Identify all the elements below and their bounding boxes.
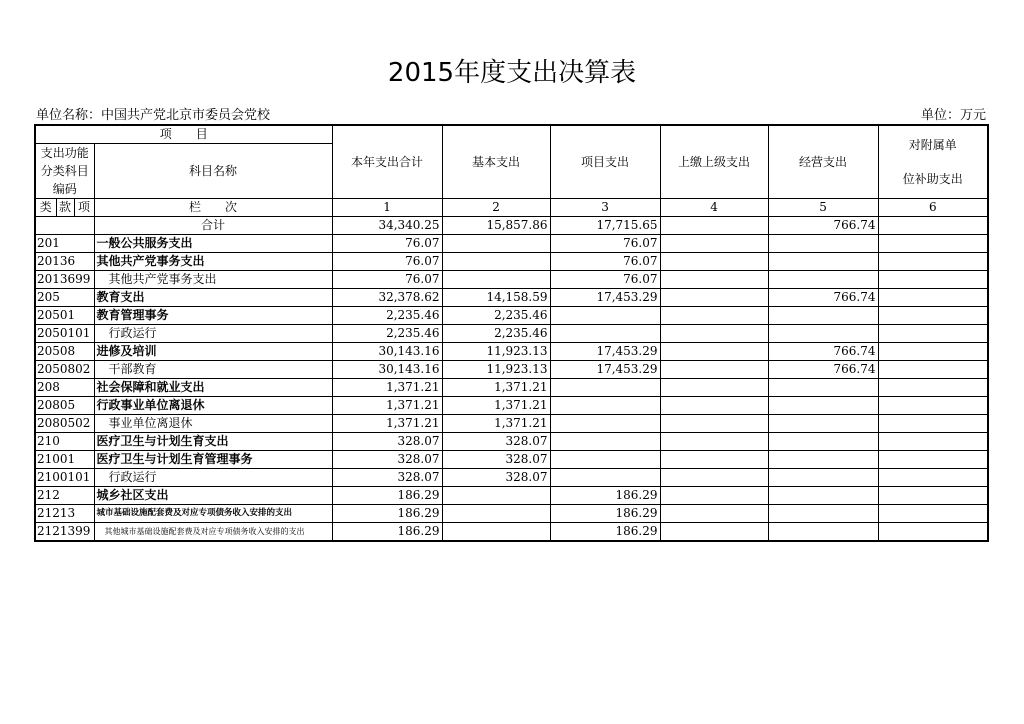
total-business: 766.74 [768,217,878,235]
row-basic [442,253,550,271]
row-subject-name: 一般公共服务支出 [94,235,332,253]
row-total: 30,143.16 [332,361,442,379]
row-subject-name: 其他共产党事务支出 [94,271,332,289]
row-basic: 14,158.59 [442,289,550,307]
expenditure-table [34,124,989,542]
row-total: 76.07 [332,235,442,253]
row-basic [442,523,550,542]
row-subsidy [878,271,988,289]
row-basic: 1,371.21 [442,415,550,433]
header-kuan: 款 [56,199,74,217]
row-business [768,397,878,415]
header-num4: 4 [660,199,768,217]
table-row [35,325,988,343]
row-business [768,271,878,289]
row-subsidy [878,307,988,325]
row-upper [660,397,768,415]
row-basic: 1,371.21 [442,379,550,397]
row-subject-name: 城市基础设施配套费及对应专项债务收入安排的支出 [94,505,332,523]
header-col-project: 项目支出 [550,125,660,199]
row-code: 20805 [35,397,94,415]
row-subsidy [878,325,988,343]
row-total: 328.07 [332,469,442,487]
row-subject-name: 其他城市基础设施配套费及对应专项债务收入安排的支出 [94,523,332,542]
table-row [35,289,988,307]
row-subject-name: 医疗卫生与计划生育支出 [94,433,332,451]
row-business: 766.74 [768,289,878,307]
header-col-subsidy-line1: 对附属单 [908,138,957,152]
row-upper [660,325,768,343]
header-num6: 6 [878,199,988,217]
row-total: 76.07 [332,271,442,289]
row-total: 328.07 [332,451,442,469]
row-upper [660,433,768,451]
row-basic: 2,235.46 [442,307,550,325]
row-total: 76.07 [332,253,442,271]
header-lanci-cell: 栏 次 [94,199,332,217]
header-func-class-text: 支出功能分类科目编码 [40,146,89,196]
row-subject-name: 教育支出 [94,289,332,307]
row-business: 766.74 [768,361,878,379]
row-total: 186.29 [332,505,442,523]
row-total: 32,378.62 [332,289,442,307]
row-code: 21213 [35,505,94,523]
report-title: 2015年度支出决算表 [387,58,637,88]
row-total: 1,371.21 [332,379,442,397]
row-total: 186.29 [332,523,442,542]
row-subject-name: 社会保障和就业支出 [94,379,332,397]
row-code: 2050802 [35,361,94,379]
row-project [550,325,660,343]
row-code: 21001 [35,451,94,469]
table-row [35,343,988,361]
row-basic [442,505,550,523]
header-col-business: 经营支出 [768,125,878,199]
row-subsidy [878,397,988,415]
row-business: 766.74 [768,343,878,361]
row-basic: 1,371.21 [442,397,550,415]
total-total: 34,340.25 [332,217,442,235]
row-subsidy [878,487,988,505]
header-row-4 [35,199,988,217]
header-lei: 类 [35,199,56,217]
row-upper [660,235,768,253]
total-subsidy [878,217,988,235]
row-business [768,235,878,253]
row-subsidy [878,433,988,451]
table-row [35,379,988,397]
row-total: 1,371.21 [332,397,442,415]
row-code: 2100101 [35,469,94,487]
header-num3: 3 [550,199,660,217]
table-row [35,487,988,505]
row-total: 186.29 [332,487,442,505]
currency-unit-label: 单位：万元 [920,108,986,123]
row-project [550,397,660,415]
row-business [768,523,878,542]
table-row [35,433,988,451]
row-business [768,379,878,397]
row-project [550,451,660,469]
header-item-cell: 项 目 [35,125,332,144]
row-code: 20508 [35,343,94,361]
row-project [550,415,660,433]
row-project [550,433,660,451]
row-upper [660,505,768,523]
row-business [768,451,878,469]
table-row [35,469,988,487]
total-upper [660,217,768,235]
row-business [768,415,878,433]
row-basic [442,487,550,505]
row-basic: 11,923.13 [442,343,550,361]
row-subject-name: 进修及培训 [94,343,332,361]
row-business [768,253,878,271]
row-business [768,487,878,505]
row-upper [660,451,768,469]
row-subsidy [878,451,988,469]
row-subsidy [878,235,988,253]
row-subject-name: 行政运行 [94,469,332,487]
header-col-total: 本年支出合计 [332,125,442,199]
row-subsidy [878,343,988,361]
row-total: 1,371.21 [332,415,442,433]
header-num5: 5 [768,199,878,217]
row-total: 2,235.46 [332,307,442,325]
row-business [768,307,878,325]
row-subject-name: 城乡社区支出 [94,487,332,505]
table-row [35,451,988,469]
row-basic [442,271,550,289]
row-project: 76.07 [550,271,660,289]
row-code: 20501 [35,307,94,325]
row-subsidy [878,379,988,397]
row-upper [660,361,768,379]
row-code: 2080502 [35,415,94,433]
row-total: 2,235.46 [332,325,442,343]
row-project: 186.29 [550,523,660,542]
row-subject-name: 其他共产党事务支出 [94,253,332,271]
row-project: 76.07 [550,253,660,271]
table-row [35,235,988,253]
row-business [768,325,878,343]
row-code: 2013699 [35,271,94,289]
table-row [35,397,988,415]
header-row-1 [35,125,988,144]
total-label: 合计 [94,217,332,235]
row-subject-name: 干部教育 [94,361,332,379]
row-upper [660,271,768,289]
row-basic [442,235,550,253]
table-row [35,415,988,433]
row-upper [660,469,768,487]
row-project [550,379,660,397]
row-business [768,469,878,487]
row-code: 20136 [35,253,94,271]
header-xiang: 项 [74,199,94,217]
row-project: 17,453.29 [550,343,660,361]
row-code: 2121399 [35,523,94,542]
row-subject-name: 教育管理事务 [94,307,332,325]
row-subsidy [878,469,988,487]
row-project [550,469,660,487]
row-upper [660,379,768,397]
row-subsidy [878,289,988,307]
row-upper [660,415,768,433]
row-upper [660,307,768,325]
row-upper [660,253,768,271]
row-subject-name: 行政事业单位离退休 [94,397,332,415]
row-code: 208 [35,379,94,397]
total-row [35,217,988,235]
header-col-basic: 基本支出 [442,125,550,199]
row-basic: 328.07 [442,469,550,487]
row-project: 17,453.29 [550,289,660,307]
header-func-class [35,144,94,199]
header-num2: 2 [442,199,550,217]
table-row [35,271,988,289]
row-subsidy [878,361,988,379]
row-code: 205 [35,289,94,307]
row-subject-name: 事业单位离退休 [94,415,332,433]
header-subject-name: 科目名称 [94,144,332,199]
total-code-cell [35,217,94,235]
row-project [550,307,660,325]
row-project: 76.07 [550,235,660,253]
row-total: 328.07 [332,433,442,451]
row-basic: 328.07 [442,451,550,469]
row-project: 17,453.29 [550,361,660,379]
row-subsidy [878,415,988,433]
row-basic: 11,923.13 [442,361,550,379]
row-total: 30,143.16 [332,343,442,361]
header-col-subsidy-line2: 位补助支出 [902,172,963,186]
table-row [35,307,988,325]
header-num1: 1 [332,199,442,217]
row-project: 186.29 [550,487,660,505]
row-code: 2050101 [35,325,94,343]
row-subsidy [878,505,988,523]
header-col-upper: 上缴上级支出 [660,125,768,199]
total-basic: 15,857.86 [442,217,550,235]
row-subject-name: 行政运行 [94,325,332,343]
unit-name-label: 单位名称：中国共产党北京市委员会党校 [36,108,271,123]
row-upper [660,487,768,505]
row-upper [660,289,768,307]
row-business [768,433,878,451]
table-row [35,361,988,379]
row-project: 186.29 [550,505,660,523]
table-row [35,505,988,523]
header-col-subsidy [878,125,988,199]
total-project: 17,715.65 [550,217,660,235]
row-upper [660,523,768,542]
row-upper [660,343,768,361]
row-business [768,505,878,523]
row-basic: 328.07 [442,433,550,451]
row-code: 212 [35,487,94,505]
row-subsidy [878,523,988,542]
row-basic: 2,235.46 [442,325,550,343]
row-code: 201 [35,235,94,253]
table-row [35,253,988,271]
row-subject-name: 医疗卫生与计划生育管理事务 [94,451,332,469]
table-row [35,523,988,542]
row-code: 210 [35,433,94,451]
row-subsidy [878,253,988,271]
